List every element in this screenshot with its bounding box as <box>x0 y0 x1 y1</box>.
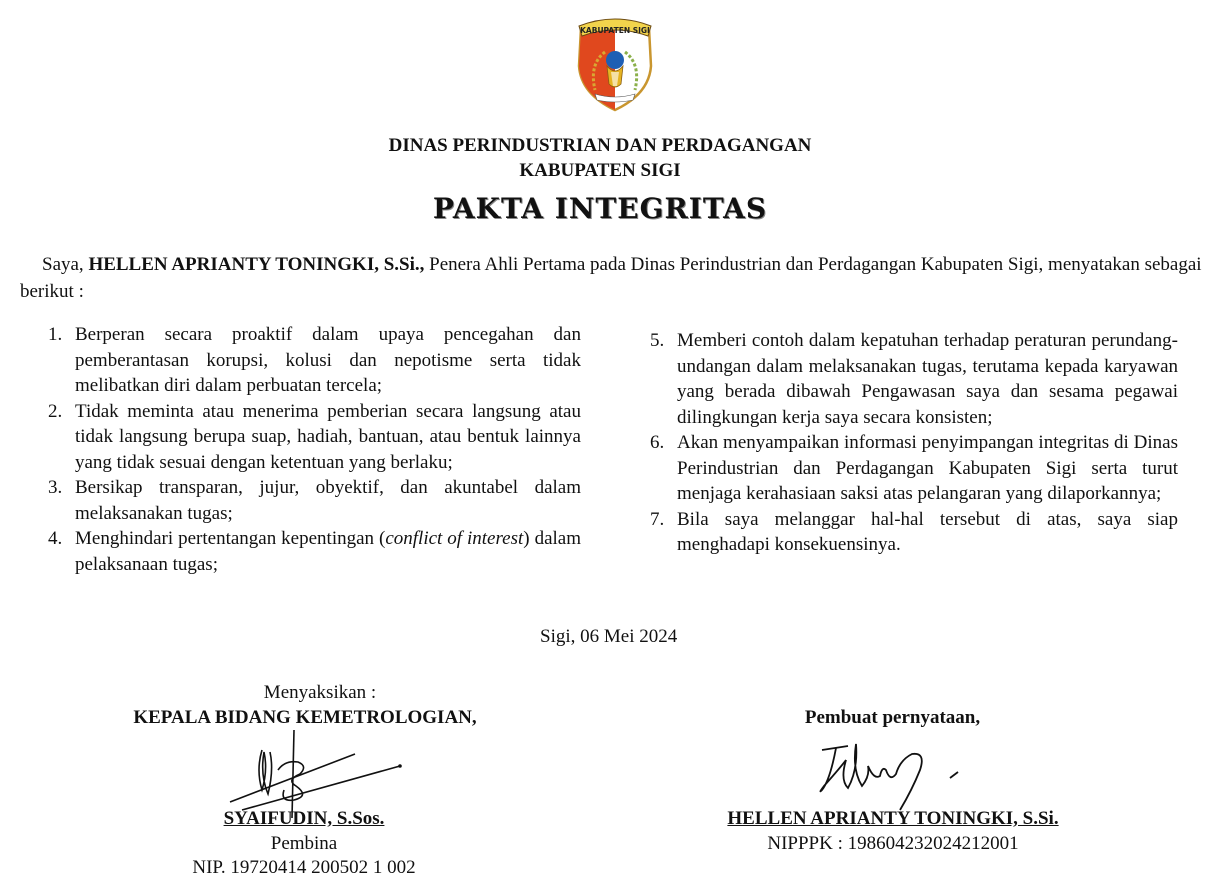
witness-nip: NIP. 19720414 200502 1 002 <box>192 857 416 878</box>
witness-name: SYAIFUDIN, S.Sos. <box>223 808 385 829</box>
statement-list-right <box>650 328 1178 558</box>
place-date: Sigi, 06 Mei 2024 <box>540 626 678 647</box>
witness-rank: Pembina <box>270 833 338 854</box>
signature-icon <box>190 730 420 820</box>
intro-suffix: Penera Ahli Pertama pada Dinas Perindustrian dan Perdagangan Kabupaten Sigi, menyatakan sebagai berikut : <box>20 254 1202 302</box>
agency-name: DINAS PERINDUSTRIAN DAN PERDAGANGAN <box>388 135 812 156</box>
maker-name: HELLEN APRIANTY TONINGKI, S.Si. <box>727 808 1059 829</box>
svg-text:KABUPATEN SIGI: KABUPATEN SIGI <box>580 26 650 35</box>
item-text: Akan menyampaikan informasi penyimpangan integritas di Dinas Perindustrian dan Perdagangan Kabupaten Sigi serta turut menjaga kerahasiaan saksi atas pelangaran yang dilaporkannya; <box>677 432 1178 504</box>
list-item <box>48 399 581 476</box>
list-item <box>48 526 581 577</box>
witness-signature <box>190 730 420 820</box>
intro-paragraph <box>20 251 1210 305</box>
item-number: 2. <box>48 400 63 422</box>
item-text-italic: conflict of interest <box>385 528 524 549</box>
maker-label: Pembuat pernyataan, <box>804 707 981 728</box>
item-text-after: ) dalam pelaksanaan tugas; <box>75 528 582 575</box>
list-item <box>48 475 581 526</box>
witness-label: Menyaksikan : <box>263 682 377 703</box>
signature-icon <box>800 730 980 815</box>
document-title: PAKTA INTEGRITAS <box>432 192 768 225</box>
item-number: 1. <box>48 324 63 345</box>
item-number: 7. <box>650 508 665 530</box>
regency-name: KABUPATEN SIGI <box>519 160 681 181</box>
list-item <box>650 328 1178 430</box>
item-text: Berperan secara proaktif dalam upaya pencegahan dan pemberantasan korupsi, kolusi dan nepotisme serta tidak melibatkan diri dalam perbuatan tercela; <box>75 324 581 396</box>
item-text <box>75 526 581 577</box>
list-item <box>650 507 1178 558</box>
declarant-name: HELLEN APRIANTY TONINGKI, S.Si., <box>88 254 425 275</box>
item-number: 3. <box>48 477 63 498</box>
item-text: Tidak meminta atau menerima pemberian secara langsung atau tidak langsung berupa suap, hadiah, bantuan, atau bentuk lainnya yang tidak sesuai dengan ketentuan yang berlaku; <box>75 400 581 473</box>
intro-prefix: Saya, <box>42 254 89 275</box>
item-text: Memberi contoh dalam kepatuhan terhadap peraturan perundang-undangan dalam melaksanakan tugas, terutama kepada karyawan yang berada dibawah Pengawasan saya dan sesama pegawai dilingkungan kerja saya secara konsisten; <box>677 330 1178 428</box>
item-text-before: Menghindari pertentangan kepentingan ( <box>75 528 386 549</box>
item-text: Bila saya melanggar hal-hal tersebut di atas, saya siap menghadapi konsekuensinya. <box>677 508 1178 555</box>
list-item <box>650 430 1178 507</box>
maker-signature <box>800 730 980 815</box>
list-item <box>48 322 581 399</box>
witness-title: KEPALA BIDANG KEMETROLOGIAN, <box>133 707 477 728</box>
item-number: 6. <box>650 432 665 453</box>
coat-of-arms-icon <box>575 14 655 112</box>
item-number: 5. <box>650 330 665 351</box>
kabupaten-sigi-logo <box>575 14 655 112</box>
maker-nip: NIPPPK : 198604232024212001 <box>767 833 1019 854</box>
item-number: 4. <box>48 528 63 549</box>
item-text: Bersikap transparan, jujur, obyektif, dan akuntabel dalam melaksanakan tugas; <box>75 477 581 524</box>
statement-list-left <box>48 322 581 577</box>
